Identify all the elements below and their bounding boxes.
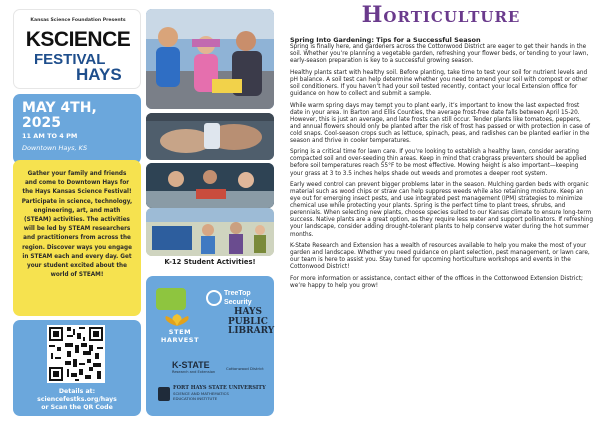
sponsor-treetop: TreeTop Security: [224, 290, 252, 306]
stem-harvest-logo-icon: [162, 312, 192, 326]
article-paragraph-7: For more information or assistance, contact either of the offices in the Cottonwood Extension District; we’re happy to help you grow!: [290, 275, 583, 289]
details-url[interactable]: sciencefestks.org/hays: [37, 396, 117, 403]
article-paragraph-3: While warm spring days may tempt you to plant early, it’s important to know the last expected frost date in your area. In Barton and Ellis Counties, the average frost-free date falls between April 15-20. However, this is just an average, and late frosts can still occur. Tender plants like tomatoes, peppers, and annual flowers should only be planted after the risk of frost has passed or with protection in case of cold snaps. Cool-season crops such as lettuce, spinach, peas, and radishes can be planted earlier in the season and thrive in cooler temperatures.: [290, 102, 590, 144]
invite-card: [13, 160, 141, 316]
photo-hands-experiment: [146, 113, 274, 160]
page-title: Horticulture: [361, 2, 521, 28]
library-line-1: HAYS: [234, 307, 262, 317]
festival-logo-card: [13, 9, 141, 89]
fhsu-seal-icon: [158, 387, 170, 401]
article-paragraph-2: Healthy plants start with healthy soil. Before planting, take time to test your soil for nutrient levels and pH balance. A soil test can help determine whether you need to amend your soil with compost or other soil conditioners. If you haven’t had your soil tested recently, contact your local Extension office for guidance on how to collect and submit a sample.: [290, 69, 588, 97]
invite-text: Gather your family and friends and come to Downtown Hays for the Hays Kansas Science Festival! Participate in science, technology, engineering, art, and math (STEAM) activities. The activities will be led by STEAM researchers and practitioners from across the region. Discover ways you engage in STEAM each and every day. Get your student excited about the world of STEAM!: [21, 171, 133, 279]
kstate-sub: Research and Extension: [172, 370, 216, 374]
article-paragraph-5: Early weed control can prevent bigger problems later in the season. Mulching garden beds with organic material such as wood chips or straw can help suppress weeds while also retaining moisture. Keep an eye out for emerging insect pests, and use integrated pest management (IPM) strategies to minimize chemical use while protecting your plants. Spring is the perfect time to plant trees, shrubs, and perennials. When selecting new plants, choose species suited to our Kansas climate to ensure long-term success. Native plants are a great option, as they require less water and support pollinators. If refreshing your landscape, consider adding drought-tolerant plants to help conserve water during the hot summer months.: [290, 182, 594, 238]
festival-wordmark: [14, 52, 142, 88]
details-label: Details at:: [58, 388, 96, 395]
event-date: MAY 4TH, 2025: [22, 100, 97, 131]
event-time: 11 AM TO 4 PM: [22, 132, 78, 140]
hays-public-library-logo: [228, 307, 275, 337]
photo-outdoor-booth: [146, 208, 274, 256]
sponsor-logo-badge: [156, 288, 186, 310]
qr-code-icon[interactable]: [47, 325, 105, 383]
article-paragraph-1: Spring is finally here, and gardeners across the Cottonwood District are eager to get their hands in the soil. Whether you’re planning a vegetable garden, refreshing your flower beds, or tending to your lawn, early-season preparation is key to a successful growing season.: [290, 44, 589, 65]
kstate-logo: [172, 360, 222, 374]
details-text: [13, 388, 141, 412]
details-card: [13, 320, 141, 416]
treetop-logo-icon: [206, 290, 222, 306]
qr-note: or Scan the QR Code: [41, 404, 113, 411]
fhsu-line-1: FORT HAYS STATE UNIVERSITY: [173, 385, 266, 391]
photo-demo-table: [146, 163, 274, 208]
event-location: Downtown Hays, KS: [22, 144, 88, 152]
kstate-district: Cottonwood District: [226, 366, 264, 371]
kscience-logo: KSCIENCE: [25, 28, 131, 51]
hays-word: HAYS: [76, 65, 122, 84]
k12-activities-label: K-12 Student Activities!: [164, 258, 256, 266]
date-card: [13, 94, 141, 164]
presents-text: Kansas Science Foundation Presents: [30, 18, 126, 23]
article-heading: Spring Into Gardening: Tips for a Successful Season: [290, 36, 481, 44]
library-line-2: PUBLIC: [228, 316, 268, 327]
sponsors-card: [146, 276, 274, 416]
article-paragraph-6: K-State Research and Extension has a wealth of resources available to help you make the most of your garden and landscape. Whether you need guidance on plant selection, pest management, or lawn care, our team is here to assist you. Stay tuned for upcoming horticulture workshops and events in the Cottonwood District!: [290, 243, 590, 271]
photo-kids-activity: [146, 9, 274, 109]
article-paragraph-4: Spring is a critical time for lawn care. If you’re looking to establish a healthy lawn, consider aerating compacted soil and over-seeding thin areas. Keep in mind that crabgrass preventers should be applied before soil temperatures reach 55°F to be most effective. Mowing height is also important—keeping your grass at 3 to 3.5 inches helps shade out weeds and promotes a deeper root system.: [290, 149, 587, 177]
fhsu-line-2: SCIENCE AND MATHEMATICS: [173, 391, 229, 397]
fhsu-logo: [173, 386, 273, 402]
library-line-3: LIBRARY: [228, 326, 275, 336]
kstate-name: K-STATE: [172, 360, 210, 370]
sponsor-stem-harvest: STEM HARVEST: [160, 328, 200, 344]
article-body: [290, 36, 593, 295]
festival-word: FESTIVAL: [34, 51, 106, 68]
fhsu-line-3: EDUCATION INSTITUTE: [173, 396, 218, 402]
